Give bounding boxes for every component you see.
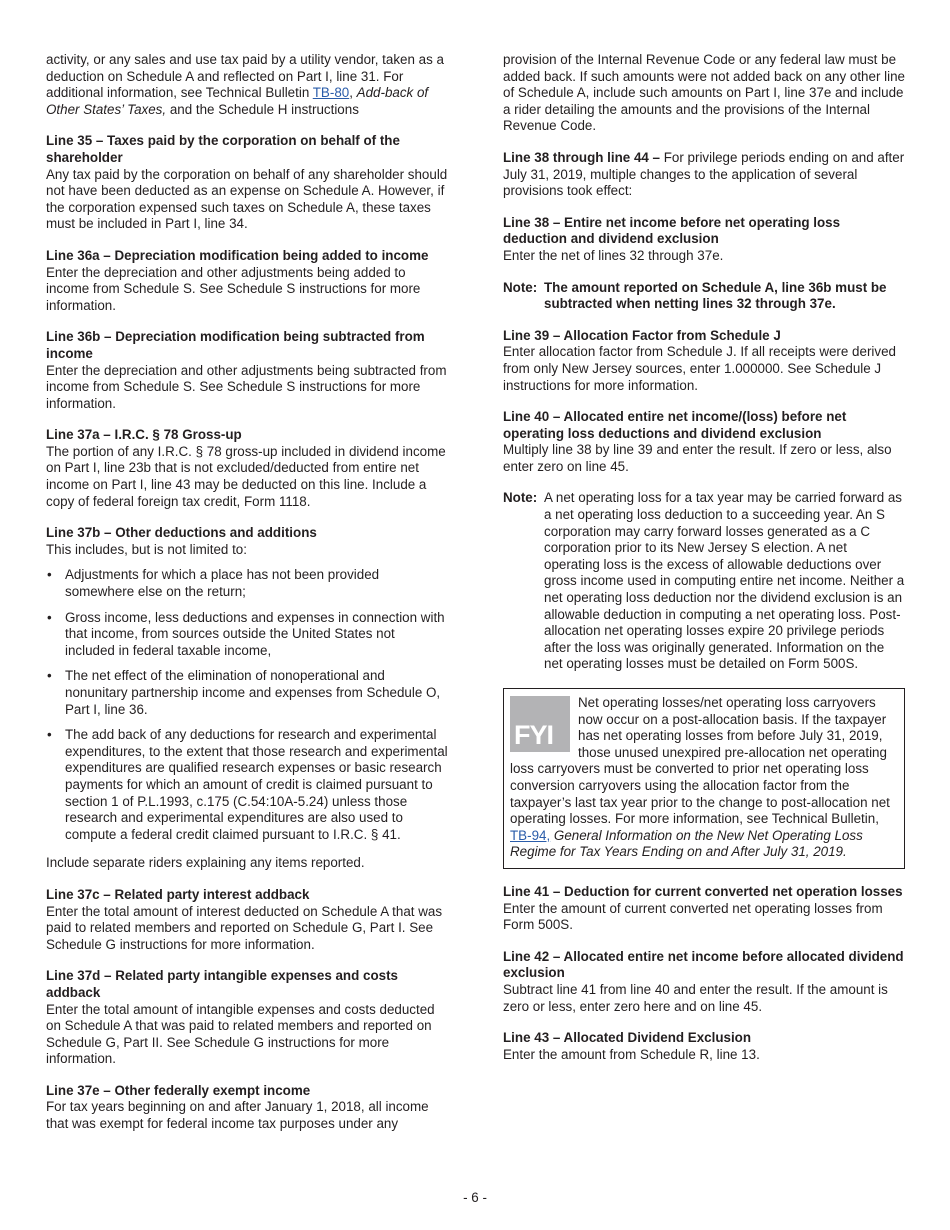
fyi-box	[503, 688, 905, 869]
section-line-42	[503, 949, 905, 1015]
line-40-body: Multiply line 38 by line 39 and enter the result. If zero or less, also enter zero on line 45.	[503, 442, 892, 474]
bullet-text: The net effect of the elimination of nonoperational and nonunitary partnership income and expenses from Schedule O, Part I, line 36.	[65, 668, 441, 717]
line-40-heading: Line 40 – Allocated entire net income/(loss) before net operating loss deductions and dividend exclusion	[503, 409, 847, 441]
section-line-37d	[46, 968, 448, 1068]
line-42-heading: Line 42 – Allocated entire net income before allocated dividend exclusion	[503, 948, 904, 981]
line-35-heading: Line 35 – Taxes paid by the corporation on behalf of the shareholder	[46, 133, 400, 165]
section-line-37a	[46, 427, 448, 510]
list-item	[46, 610, 448, 660]
section-line-35	[46, 133, 448, 233]
right-column	[503, 52, 905, 1078]
line-37d-heading: Line 37d – Related party intangible expenses and costs addback	[46, 968, 398, 1000]
bullet-text: Adjustments for which a place has not been provided somewhere else on the return;	[65, 567, 380, 600]
bullet-icon: •	[47, 609, 52, 625]
line-37c-heading: Line 37c – Related party interest addback	[46, 886, 310, 902]
line-36b-heading: Line 36b – Depreciation modification being subtracted from income	[46, 329, 425, 361]
note-schedule-a-36b	[503, 280, 905, 313]
line-39-body: Enter allocation factor from Schedule J. If all receipts were derived from only New Jersey sources, enter 1.000000. See Schedule J instructions for more information.	[503, 344, 896, 393]
line-37b-bullet-list	[46, 567, 448, 843]
line-37c-body: Enter the total amount of interest deducted on Schedule A that was paid to related members and reported on Schedule G, Part I. See Schedule G instructions for more information.	[46, 903, 443, 952]
line-37e-heading: Line 37e – Other federally exempt income	[46, 1082, 311, 1098]
note-label: Note:	[503, 279, 538, 295]
section-line-43	[503, 1030, 905, 1063]
intro-text-3: and the Schedule H instructions	[166, 101, 359, 117]
line-37e-continuation: provision of the Internal Revenue Code or any federal law must be added back. If such amounts were not added back on any other line of Schedule A, include such amounts on Part I, line 37e and include a rider detailing the amounts and the provisions of the Internal Revenue Code.	[503, 52, 905, 134]
bullet-text: The add back of any deductions for research and experimental expenditures, to the extent that those research and experimental expenditures are qualified research expenses or basic research payments for which an amount of credit is claimed pursuant to section 1 of P.L.1993, c.175 (C.54:10A-5.24) unless those research and experimental expenditures are also used to compute a federal credit claimed pursuant to I.R.C. § 41.	[65, 727, 448, 842]
intro-text-2: ,	[349, 85, 357, 101]
line-38-heading: Line 38 – Entire net income before net operating loss deduction and dividend exclusion	[503, 214, 841, 247]
section-line-40	[503, 409, 905, 475]
list-item	[46, 668, 448, 718]
intro-italic-title: Add-back of Other States’ Taxes,	[46, 85, 429, 117]
line-43-heading: Line 43 – Allocated Dividend Exclusion	[503, 1030, 752, 1046]
bullet-icon: •	[47, 668, 52, 684]
bullet-icon: •	[47, 727, 52, 743]
line-37a-heading: Line 37a – I.R.C. § 78 Gross-up	[46, 427, 242, 443]
section-line-37c	[46, 887, 448, 953]
line-41-heading: Line 41 – Deduction for current converted net operation losses	[503, 883, 903, 899]
line-37a-body: The portion of any I.R.C. § 78 gross-up included in dividend income on Part I, line 23b that is not excluded/deducted from entire net income on Part I, line 43 may be deducted on this line. Include a copy of federal foreign tax credit, Form 1118.	[46, 443, 446, 509]
section-line-39	[503, 328, 905, 394]
list-item	[46, 567, 448, 600]
intro-text: activity, or any sales and use tax paid by a utility vendor, taken as a deduction on Schedule A and reflected on Part I, line 31. For additional information, see Technical Bulletin	[46, 52, 444, 101]
fyi-body: Net operating losses/net operating loss carryovers now occur on a post-allocation basis. If the taxpayer has net operating losses from before July 31, 2019, those unused unexpired pre-allocation net operating loss carryovers must be converted to prior net operating loss conversion carryovers using the allocation factor from the taxpayer’s last tax year prior to the change to post-allocation net operating losses. For more information, see Technical Bulletin,	[510, 695, 890, 827]
line-38-through-44-heading: Line 38 through line 44 –	[503, 149, 661, 165]
line-37b-intro: This includes, but is not limited to:	[46, 541, 247, 557]
list-item	[46, 727, 448, 843]
note-label: Note:	[503, 490, 538, 506]
line-36a-heading: Line 36a – Depreciation modification being added to income	[46, 247, 429, 263]
line-38-through-44-paragraph	[503, 150, 905, 200]
section-line-41	[503, 884, 905, 934]
section-line-36b	[46, 329, 448, 412]
bullet-text: Gross income, less deductions and expenses in connection with that income, from sources outside the United States not included in federal taxable income,	[65, 609, 445, 658]
line-42-body: Subtract line 41 from line 40 and enter the result. If the amount is zero or less, enter zero here and on line 45.	[503, 981, 888, 1014]
fyi-icon	[510, 696, 570, 752]
tb-80-link[interactable]: TB-80	[312, 85, 350, 101]
intro-paragraph	[46, 52, 448, 118]
line-43-body: Enter the amount from Schedule R, line 13.	[503, 1046, 760, 1062]
line-37d-body: Enter the total amount of intangible expenses and costs deducted on Schedule A that was paid to related members and reported on Schedule G, Part II. See Schedule G instructions for more information.	[46, 1001, 435, 1067]
section-line-37b	[46, 525, 448, 872]
line-35-body: Any tax paid by the corporation on behalf of any shareholder should not have been deducted as an expense on Schedule A. However, if the corporation expensed such taxes on Schedule A, these taxes must be included in Part I, line 34.	[46, 166, 448, 232]
line-39-heading: Line 39 – Allocation Factor from Schedule J	[503, 327, 781, 343]
page-number: - 6 -	[463, 1190, 487, 1205]
line-37e-body: For tax years beginning on and after January 1, 2018, all income that was exempt for federal income tax purposes under any	[46, 1099, 429, 1132]
left-column	[46, 52, 448, 1133]
tb-94-link[interactable]: TB-94,	[510, 827, 551, 843]
line-38-body: Enter the net of lines 32 through 37e.	[503, 247, 724, 263]
fyi-icon-label: FYI	[514, 720, 554, 750]
section-line-37e	[46, 1083, 448, 1133]
fyi-italic-title: General Information on the New Net Operating Loss Regime for Tax Years Ending on and After July 31, 2019.	[510, 827, 863, 860]
section-line-36a	[46, 248, 448, 314]
line-38-through-44-body: For privilege periods ending on and after July 31, 2019, multiple changes to the application of several provisions took effect:	[503, 149, 905, 199]
line-36a-body: Enter the depreciation and other adjustments being added to income from Schedule S. See Schedule S instructions for more information.	[46, 264, 421, 313]
section-line-38	[503, 215, 905, 265]
line-37b-closing: Include separate riders explaining any items reported.	[46, 855, 365, 871]
note-net-operating-loss	[503, 490, 905, 673]
line-36b-body: Enter the depreciation and other adjustments being subtracted from income from Schedule S. See Schedule S instructions for more information.	[46, 362, 447, 411]
line-37b-heading: Line 37b – Other deductions and additions	[46, 525, 317, 541]
note-body: The amount reported on Schedule A, line 36b must be subtracted when netting lines 32 through 37e.	[544, 279, 887, 312]
line-41-body: Enter the amount of current converted net operating losses from Form 500S.	[503, 900, 883, 933]
bullet-icon: •	[47, 567, 52, 583]
note-body: A net operating loss for a tax year may be carried forward as a net operating loss deduction to a succeeding year. An S corporation may carry forward losses generated as a C corporation prior to its New Jersey S election. A net operating loss is the excess of allowable deductions over gross income used in computing entire net income. Neither a net operating loss deduction nor the dividend exclusion is an allowable deduction in computing a net operating loss. Post-allocation net operating losses expire 20 privilege periods after the loss was originally generated. Information on the net operating losses must be detailed on Form 500S.	[544, 490, 905, 672]
